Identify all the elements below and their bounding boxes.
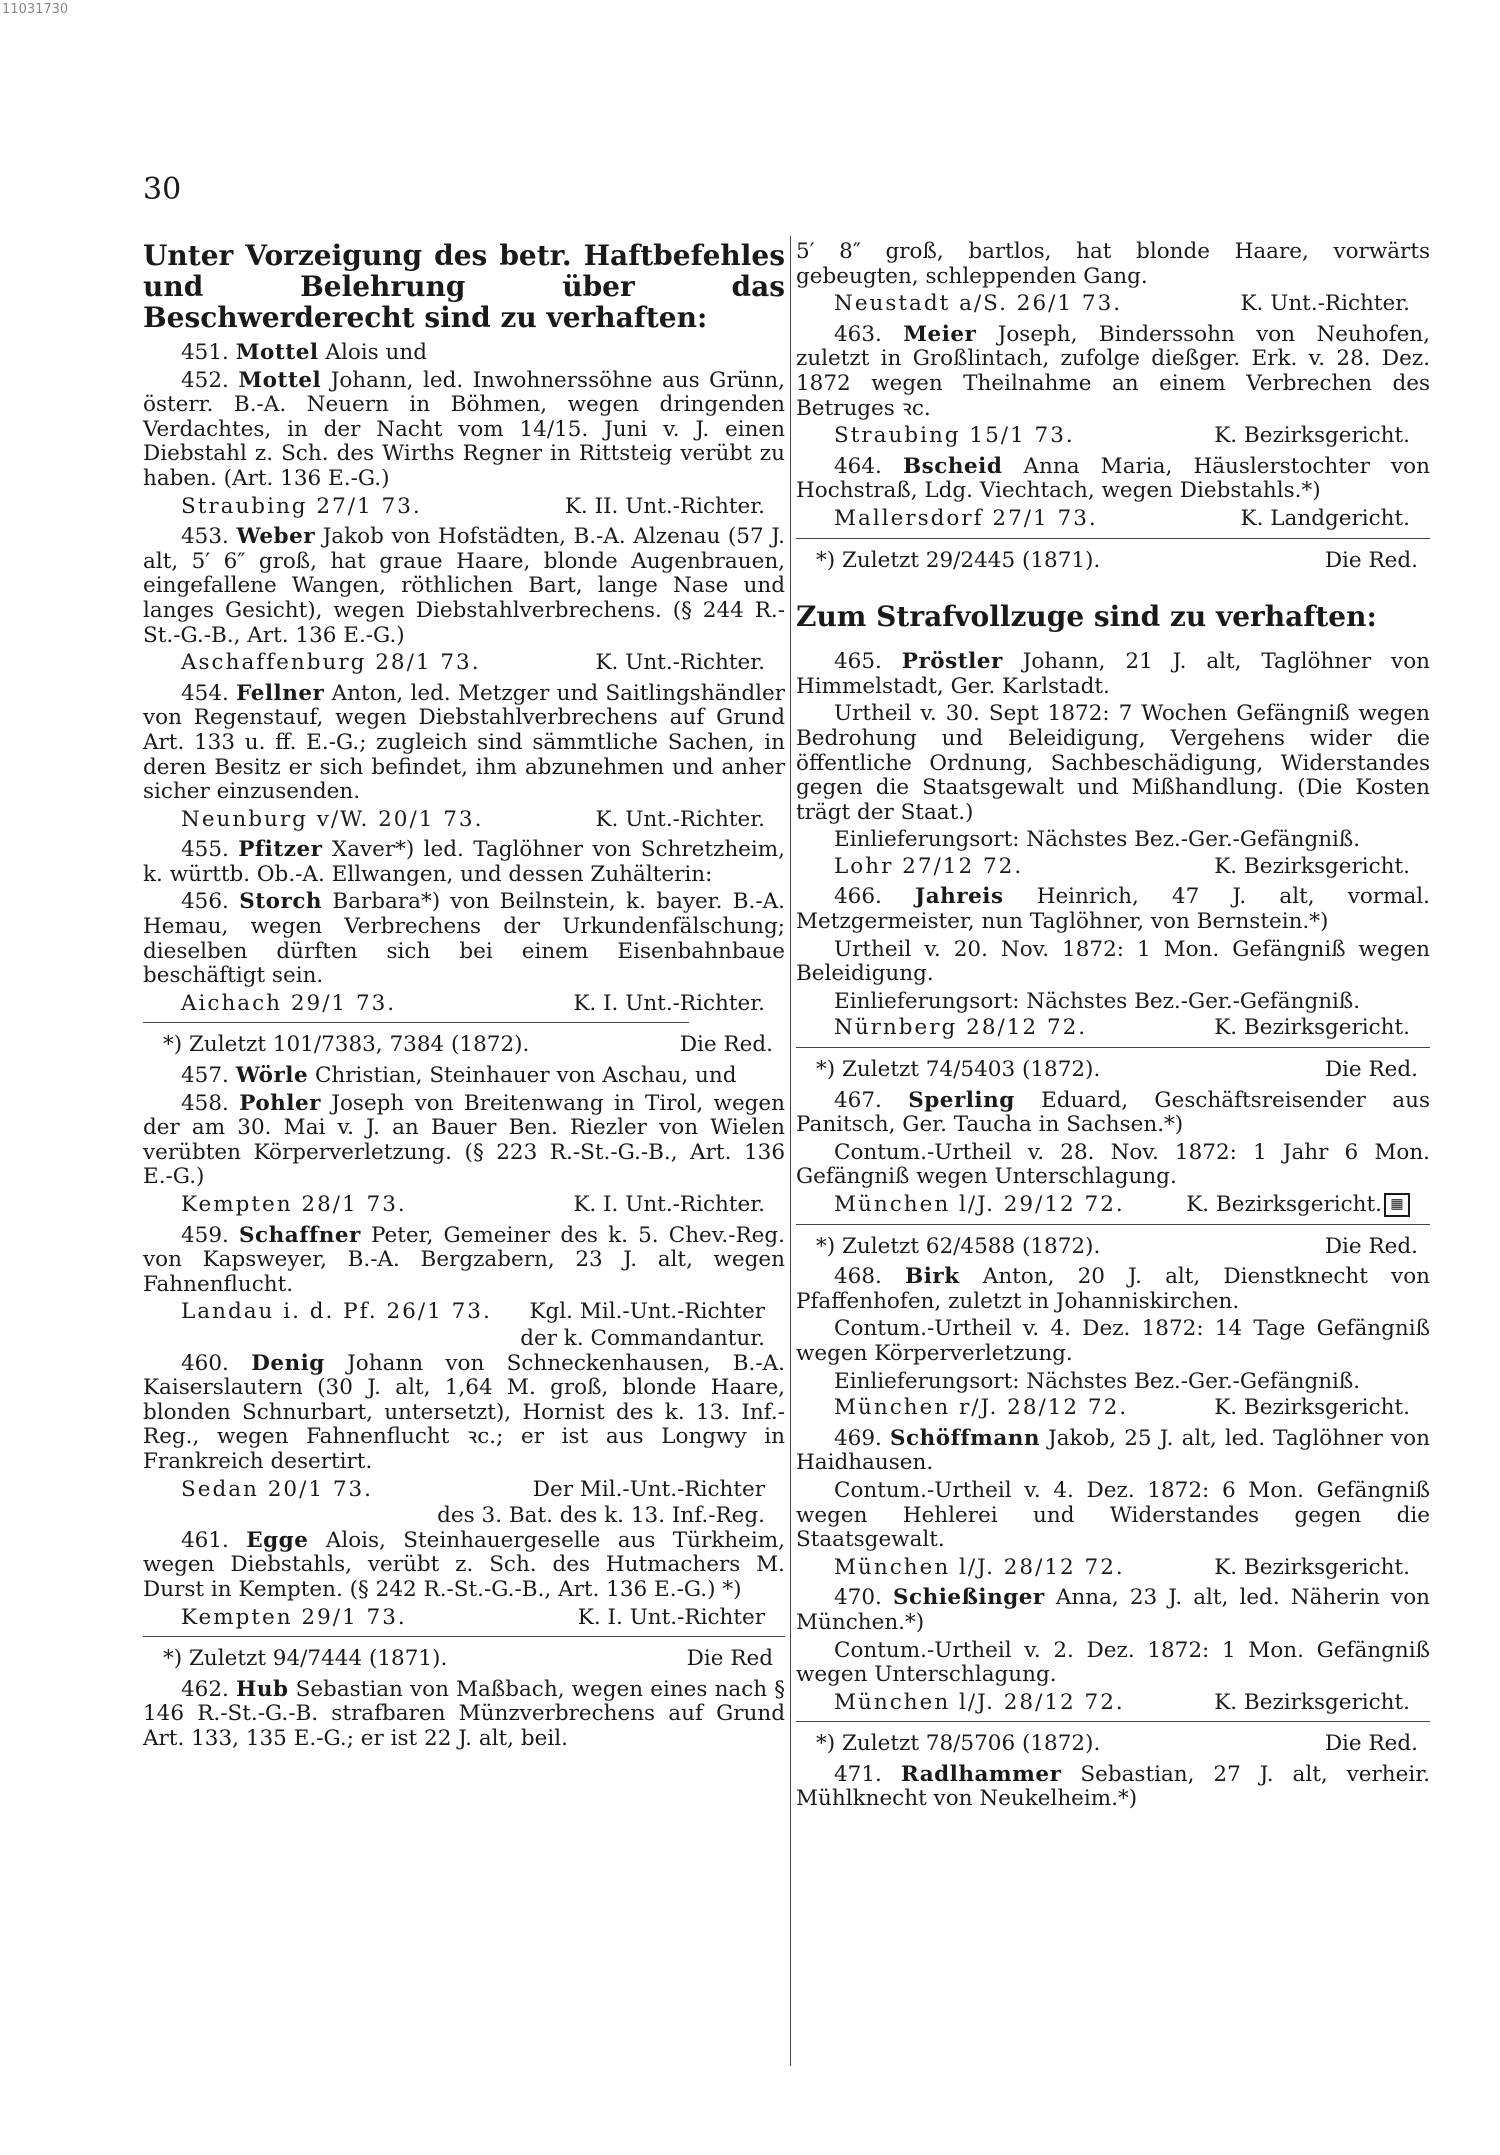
left-column xyxy=(143,240,785,1754)
delivery-place: Einlieferungsort: Nächstes Bez.-Ger.-Gefängniß. xyxy=(834,827,1361,853)
footnote-sign: Die Red. xyxy=(679,1032,773,1058)
footnote xyxy=(143,1647,785,1672)
footnote-text: *) Zuletzt 29/2445 (1871). xyxy=(816,547,1101,573)
court-name: K. Unt.-Richter. xyxy=(595,806,765,832)
entry-470 xyxy=(796,1586,1430,1635)
footnote-text: *) Zuletzt 62/4588 (1872). xyxy=(816,1233,1101,1259)
court-name: K. Bezirksgericht. xyxy=(1214,853,1410,879)
footnote-sign: Die Red. xyxy=(1324,1233,1418,1259)
footnote-sign: Die Red. xyxy=(1324,1731,1418,1757)
place-date: Kempten 29/1 73. xyxy=(181,1604,407,1630)
entry-text: Johann, 21 J. alt, Taglöhner von Himmelstadt, Ger. Karlstadt. xyxy=(796,649,1430,699)
court-name: K. Landgericht. xyxy=(1240,505,1410,531)
entry-number: 470. xyxy=(834,1585,882,1611)
place-date: Straubing 15/1 73. xyxy=(834,423,1075,449)
verdict: Urtheil v. 20. Nov. 1872: 1 Mon. Gefängniß wegen Beleidigung. xyxy=(796,936,1430,987)
court-name: K. Unt.-Richter. xyxy=(1240,291,1410,317)
entry-name: Meier xyxy=(903,321,977,347)
place-date: Sedan 20/1 73. xyxy=(181,1476,374,1502)
place-line xyxy=(143,495,785,520)
place-line xyxy=(143,992,785,1017)
place-line xyxy=(796,1193,1430,1218)
footnote-text: *) Zuletzt 78/5706 (1872). xyxy=(816,1731,1101,1757)
place-line xyxy=(796,1396,1430,1421)
place-line xyxy=(143,651,785,676)
place-line xyxy=(143,808,785,833)
entry-text: Anna Maria, Häuslerstochter von Hochstraß, Ldg. Viechtach, wegen Diebstahls.*) xyxy=(796,453,1430,504)
page-number: 30 xyxy=(143,172,182,207)
court-name: K. I. Unt.-Richter. xyxy=(573,990,765,1016)
footnote-text: *) Zuletzt 101/7383, 7384 (1872). xyxy=(163,1032,530,1058)
entry-468 xyxy=(796,1265,1430,1314)
court-name-line-2: des 3. Bat. des k. 13. Inf.-Reg. xyxy=(437,1503,765,1529)
entry-462-continued: 5′ 8″ groß, bartlos, hat blonde Haare, vorwärts gebeugten, schleppenden Gang. xyxy=(796,239,1430,289)
footnote-rule xyxy=(143,1022,689,1023)
place-line xyxy=(796,292,1430,317)
entry-459 xyxy=(143,1224,785,1298)
entry-number: 460. xyxy=(181,1350,229,1376)
entry-456 xyxy=(143,890,785,988)
place-line xyxy=(796,1016,1430,1041)
place-date: Straubing 27/1 73. xyxy=(181,493,422,519)
footnote xyxy=(796,1732,1430,1757)
right-column xyxy=(796,240,1430,1815)
entry-455 xyxy=(143,838,785,887)
entry-number: 471. xyxy=(834,1761,882,1787)
place-line xyxy=(796,507,1430,532)
entry-name: Jahreis xyxy=(915,884,1004,910)
delivery-place: Einlieferungsort: Nächstes Bez.-Ger.-Gefängniß. xyxy=(834,1368,1361,1394)
place-date: Aichach 29/1 73. xyxy=(181,990,397,1016)
entry-name: Radlhammer xyxy=(900,1761,1062,1787)
entry-text: Anton, 20 J. alt, Dienstknecht von Pfaffenhofen, zuletzt in Johanniskirchen. xyxy=(796,1264,1430,1314)
entry-454 xyxy=(143,682,785,805)
stamp-mark-icon: ▦ xyxy=(1384,1193,1410,1217)
entry-text: Anton, led. Metzger und Saitlingshändler von Regenstauf, wegen Diebstahlverbrechens auf Grund Art. 133 u. ff. E.-G.; zugleich sind sämmtliche Sachen, in deren Besitz er sich befindet, ihm abzunehmen und anher sicher einzusenden. xyxy=(143,680,785,805)
entry-number: 455. xyxy=(181,837,229,863)
court-name: Kgl. Mil.-Unt.-Richter xyxy=(529,1299,765,1325)
place-date: Aschaffenburg 28/1 73. xyxy=(181,650,481,676)
entry-name: Storch xyxy=(239,889,323,915)
place-date: München l/J. 29/12 72. xyxy=(834,1192,1125,1217)
entry-463 xyxy=(796,323,1430,421)
verdict: Contum.-Urtheil v. 4. Dez. 1872: 6 Mon. Gefängniß wegen Hehlerei und Widerstandes gegen die Staatsgewalt. xyxy=(796,1477,1430,1553)
entry-number: 461. xyxy=(181,1527,229,1553)
entry-465 xyxy=(796,650,1430,699)
footnote-sign: Die Red xyxy=(686,1646,773,1672)
place-date: Neustadt a/S. 26/1 73. xyxy=(834,291,1123,317)
entry-text: Johann, led. Inwohnerssöhne aus Grünn, österr. B.-A. Neuern in Böhmen, wegen dringenden Verdachtes, in der Nacht vom 14/15. Juni v. J. einen Diebstahl z. Sch. des Wirths Regner in Rittsteig verübt zu haben. (Art. 136 E.-G.) xyxy=(143,367,785,491)
place-line xyxy=(796,855,1430,880)
entry-name: Pfitzer xyxy=(238,837,323,863)
place-date: Lohr 27/12 72. xyxy=(834,853,1024,879)
entry-text: Xaver*) led. Taglöhner von Schretzheim, k. württb. Ob.-A. Ellwangen, und dessen Zuhälterin: xyxy=(143,837,785,887)
entry-text: Alois, Steinhauergeselle aus Türkheim, wegen Diebstahls, verübt z. Sch. des Hutmachers M. Durst in Kempten. (§ 242 R.-St.-G.-B., Art. 136 E.-G.) *) xyxy=(143,1527,785,1602)
place-line xyxy=(796,1691,1430,1716)
court-name: K. Bezirksgericht. xyxy=(1214,1015,1410,1041)
court-name xyxy=(1186,1193,1430,1218)
place-line xyxy=(143,1606,785,1631)
entry-number: 453. xyxy=(181,524,229,550)
section-heading-sentence: Zum Strafvollzuge sind zu verhaften: xyxy=(796,600,1377,634)
court-name: K. Bezirksgericht. xyxy=(1214,1689,1410,1715)
footnote xyxy=(796,549,1430,574)
entry-452 xyxy=(143,369,785,492)
entry-number: 466. xyxy=(834,884,882,910)
entry-name: Pröstler xyxy=(901,649,1003,675)
verdict: Urtheil v. 30. Sept 1872: 7 Wochen Gefängniß wegen Bedrohung und Beleidigung, Vergehens wider die öffentliche Ordnung, Sachbeschädigung, Widerstandes gegen die Staatsgewalt und Mißhandlung. (Die Kosten trägt der Staat.) xyxy=(796,701,1430,825)
entry-text: Heinrich, 47 J. alt, vormal. Metzgermeister, nun Taglöhner, von Bernstein.*) xyxy=(796,884,1430,935)
entry-number: 452. xyxy=(181,367,229,393)
footnote-rule xyxy=(796,1224,1430,1225)
entry-name: Mottel xyxy=(235,340,319,365)
entry-text: Alois und xyxy=(325,340,427,365)
court-name: K. I. Unt.-Richter xyxy=(577,1604,765,1630)
place-date: München l/J. 28/12 72. xyxy=(834,1689,1125,1715)
entry-number: 467. xyxy=(834,1087,882,1113)
court-name: K. II. Unt.-Richter. xyxy=(564,493,765,519)
entry-name: Sperling xyxy=(908,1087,1015,1113)
entry-name: Weber xyxy=(236,524,316,550)
entry-number: 459. xyxy=(181,1222,229,1248)
place-date: Mallersdorf 27/1 73. xyxy=(834,505,1098,531)
place-date: Neunburg v/W. 20/1 73. xyxy=(181,806,484,832)
entry-name: Mottel xyxy=(238,367,322,393)
place-date: Kempten 28/1 73. xyxy=(181,1192,407,1217)
entry-number: 463. xyxy=(834,321,882,347)
entry-text: Joseph, Binderssohn von Neuhofen, zuletzt in Großlintach, zufolge dießger. Erk. v. 28. Dez. 1872 wegen Theilnahme an einem Verbrechen des Betruges ꝛc. xyxy=(796,321,1430,421)
entry-462 xyxy=(143,1678,785,1752)
entry-number: 451. xyxy=(181,340,229,365)
entry-text: Anna, 23 J. alt, led. Näherin von München.*) xyxy=(796,1585,1430,1635)
verdict: Contum.-Urtheil v. 2. Dez. 1872: 1 Mon. Gefängniß wegen Unterschlagung. xyxy=(796,1637,1430,1688)
entry-number: 456. xyxy=(181,889,229,915)
footnote-sign: Die Red. xyxy=(1324,1057,1418,1083)
footnote-rule xyxy=(796,538,1430,539)
entry-name: Hub xyxy=(236,1676,289,1702)
entry-text: Christian, Steinhauer von Aschau, und xyxy=(314,1063,737,1089)
entry-name: Wörle xyxy=(235,1063,309,1089)
entry-name: Schaffner xyxy=(239,1222,361,1248)
entry-467 xyxy=(796,1089,1430,1138)
entry-text: Joseph von Breitenwang in Tirol, wegen der am 30. Mai v. J. an Bauer Ben. Riezler von Wielen verübten Körperverletzung. (§ 223 R.-St.-G.-B., Art. 136 E.-G.) xyxy=(143,1090,785,1190)
scan-id: 11031730 xyxy=(2,2,69,17)
entry-text: Sebastian, 27 J. alt, verheir. Mühlknecht von Neukelheim.*) xyxy=(796,1761,1430,1812)
entry-number: 462. xyxy=(181,1676,229,1702)
entry-name: Denig xyxy=(251,1350,325,1376)
entry-number: 457. xyxy=(181,1063,229,1089)
entry-text: Peter, Gemeiner des k. 5. Chev.-Reg. von Kapsweyer, B.-A. Bergzabern, 23 J. alt, wegen Fahnenflucht. xyxy=(143,1222,785,1297)
footnote xyxy=(796,1058,1430,1083)
entry-name: Birk xyxy=(905,1264,960,1290)
entry-number: 458. xyxy=(181,1090,229,1116)
entry-number: 464. xyxy=(834,453,882,479)
place-date: Landau i. d. Pf. 26/1 73. xyxy=(181,1299,492,1325)
place-date: München r/J. 28/12 72. xyxy=(834,1395,1129,1421)
entry-464 xyxy=(796,455,1430,504)
court-name: Der Mil.-Unt.-Richter xyxy=(532,1476,765,1502)
entry-name: Schießinger xyxy=(892,1585,1045,1611)
entry-name: Fellner xyxy=(236,680,325,706)
verdict: Contum.-Urtheil v. 4. Dez. 1872: 14 Tage Gefängniß wegen Körperverletzung. xyxy=(796,1316,1430,1366)
place-line xyxy=(143,1478,785,1503)
footnote-rule xyxy=(796,1721,1430,1722)
footnote-rule xyxy=(796,1047,1430,1048)
footnote-text: *) Zuletzt 94/7444 (1871). xyxy=(163,1646,448,1672)
place-date: Nürnberg 28/12 72. xyxy=(834,1015,1088,1041)
footnote-sign: Die Red. xyxy=(1324,547,1418,573)
entry-469 xyxy=(796,1427,1430,1476)
court-name: K. Bezirksgericht. xyxy=(1214,1554,1410,1580)
entry-461 xyxy=(143,1529,785,1603)
entry-name: Egge xyxy=(246,1527,309,1553)
entry-number: 454. xyxy=(181,680,229,706)
footnote-text: *) Zuletzt 74/5403 (1872). xyxy=(816,1057,1101,1083)
entry-number: 468. xyxy=(834,1264,882,1290)
place-date: München l/J. 28/12 72. xyxy=(834,1554,1125,1580)
entry-name: Pohler xyxy=(239,1090,321,1116)
entry-text: Johann von Schneckenhausen, B.-A. Kaiserslautern (30 J. alt, 1,64 M. groß, blonde Haare, blonden Schnurbart, untersetzt), Hornist des k. 13. Inf.-Reg., wegen Fahnenflucht ꝛc.; er ist aus Longwy in Frankreich desertirt. xyxy=(143,1350,785,1474)
court-name: K. Bezirksgericht. xyxy=(1214,1395,1410,1421)
entry-name: Schöffmann xyxy=(889,1425,1041,1451)
entry-number: 465. xyxy=(834,649,882,675)
place-line xyxy=(796,424,1430,449)
verdict: Contum.-Urtheil v. 28. Nov. 1872: 1 Jahr 6 Mon. Gefängniß wegen Unterschlagung. xyxy=(796,1139,1430,1190)
column-divider xyxy=(790,236,791,2066)
court-name: K. I. Unt.-Richter. xyxy=(573,1192,765,1217)
entry-466 xyxy=(796,885,1430,934)
court-name: K. Bezirksgericht. xyxy=(1214,423,1410,449)
entry-number: 469. xyxy=(834,1425,882,1451)
entry-453 xyxy=(143,525,785,648)
entry-text: Eduard, Geschäftsreisender aus Panitsch, Ger. Taucha in Sachsen.*) xyxy=(796,1087,1430,1138)
footnote xyxy=(796,1235,1430,1260)
entry-name: Bscheid xyxy=(903,453,1003,479)
footnote xyxy=(143,1033,785,1058)
section-heading-arrest: Unter Vorzeigung des betr. Haftbefehles und Belehrung über das Beschwerderecht sind zu verhaften: xyxy=(143,239,785,334)
entry-text: Jakob, 25 J. alt, led. Taglöhner von Haidhausen. xyxy=(796,1425,1430,1476)
place-line xyxy=(143,1300,785,1325)
entry-text: Barbara*) von Beilnstein, k. bayer. B.-A. Hemau, wegen Verbrechens der Urkundenfälschung; dieselben dürften sich bei einem Eisenbahnbaue beschäftigt sein. xyxy=(143,889,786,989)
footnote-rule xyxy=(143,1636,785,1637)
court-name-line-2: der k. Commandantur. xyxy=(520,1325,765,1351)
court-name-text: K. Bezirksgericht. xyxy=(1186,1192,1382,1217)
entry-471 xyxy=(796,1763,1430,1812)
place-line xyxy=(143,1193,785,1218)
delivery-place: Einlieferungsort: Nächstes Bez.-Ger.-Gefängniß. xyxy=(834,988,1361,1014)
entry-457 xyxy=(143,1064,785,1089)
entry-text: Sebastian von Maßbach, wegen eines nach § 146 R.-St.-G.-B. strafbaren Münzverbrechens auf Grund Art. 133, 135 E.-G.; er ist 22 J. alt, beil. xyxy=(143,1676,785,1751)
place-line xyxy=(796,1556,1430,1581)
entry-460 xyxy=(143,1352,785,1475)
entry-451 xyxy=(143,341,785,366)
entry-458 xyxy=(143,1092,785,1190)
court-name: K. Unt.-Richter. xyxy=(595,650,765,676)
entry-text: Jakob von Hofstädten, B.-A. Alzenau (57 J. alt, 5′ 6″ groß, hat graue Haare, blonde Augenbrauen, eingefallene Wangen, röthlichen Bart, lange Nase und langes Gesicht), wegen Diebstahlverbrechens. (§ 244 R.-St.-G.-B., Art. 136 E.-G.) xyxy=(143,524,785,648)
